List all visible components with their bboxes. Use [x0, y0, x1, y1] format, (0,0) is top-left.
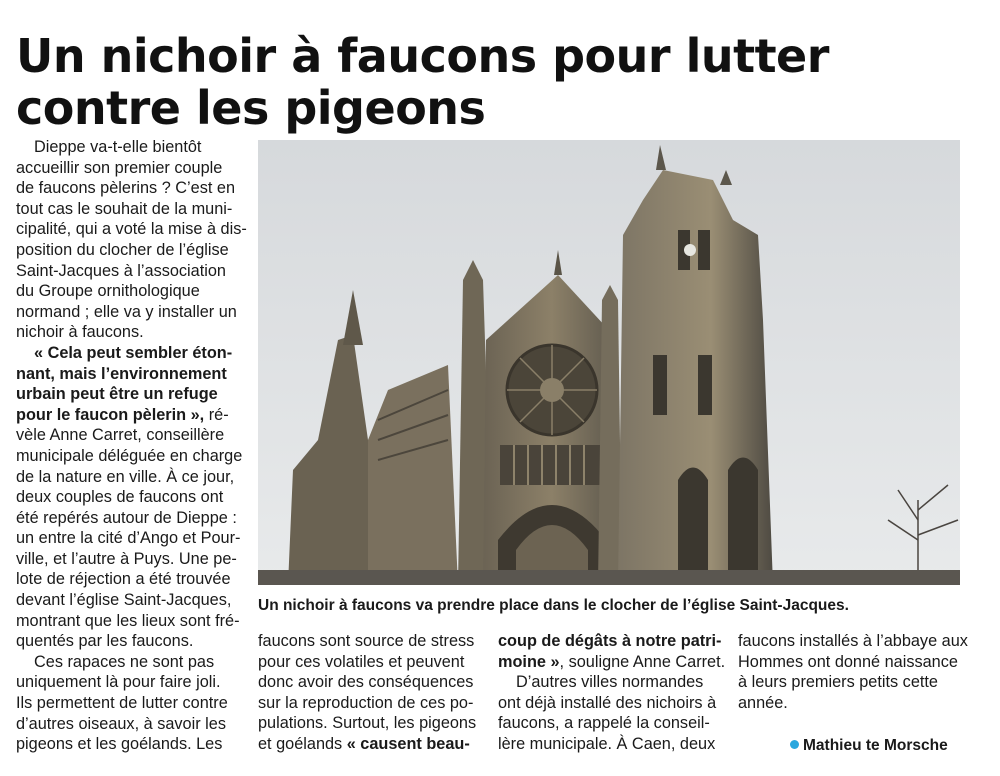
article-line: Hommes ont donné naissance [738, 652, 958, 671]
article-line: lère municipale. À Caen, deux [498, 734, 716, 753]
author-name: Mathieu te Morsche [803, 737, 948, 754]
article-column-3 [498, 631, 726, 755]
article-line: tout cas le souhait de la muni- [16, 199, 233, 218]
article-line: Dieppe va-t-elle bientôt [34, 138, 202, 156]
article-line: pour le faucon pèlerin », ré- [16, 405, 229, 424]
article-line: un entre la cité d’Ango et Pour- [16, 529, 241, 548]
article-line: ont déjà installé des nichoirs à [498, 693, 717, 712]
article-line: normand ; elle va y installer un [16, 302, 237, 321]
article-line: pigeons et les goélands. Les [16, 735, 223, 754]
article-line: pulations. Surtout, les pigeons [258, 714, 477, 733]
article-line: uniquement là pour faire joli. [16, 673, 221, 692]
article-line: pour ces volatiles et peuvent [258, 652, 465, 671]
article-line: lote de réjection a été trouvée [16, 570, 231, 589]
article-line: deux couples de faucons ont [16, 488, 224, 507]
article-line: D’autres villes normandes [516, 673, 704, 692]
photo-caption: Un nichoir à faucons va prendre place dans le clocher de l’église Saint-Jacques. [258, 597, 849, 614]
article-line: de faucons pèlerins ? C’est en [16, 179, 236, 198]
article-line: sur la reproduction de ces po- [258, 693, 474, 712]
church-photo [258, 140, 960, 585]
article-line: d’autres oiseaux, à savoir les [16, 714, 226, 733]
article-line: de la nature en ville. À ce jour, [16, 467, 235, 486]
article-line: faucons installés à l’abbaye aux [738, 632, 968, 650]
article-line: vèle Anne Carret, conseillère [16, 426, 225, 445]
article-line: Ils permettent de lutter contre [16, 694, 228, 713]
article-line: donc avoir des conséquences [258, 673, 474, 692]
article-column-2 [258, 631, 478, 755]
article-line: été repérés autour de Dieppe : [16, 508, 237, 527]
headline: Un nichoir à faucons pour lutter contre les pigeons [16, 29, 829, 135]
article-line: et goélands « causent beau- [258, 734, 470, 753]
article-column-1 [16, 137, 247, 755]
article-line: quentés par les faucons. [16, 632, 194, 651]
article-line: du Groupe ornithologique [16, 282, 200, 301]
article-line: à leurs premiers petits cette [738, 673, 938, 692]
bullet-dot-icon [790, 740, 799, 749]
article-line: accueillir son premier couple [16, 158, 223, 177]
article-line: cipalité, qui a voté la mise à dis- [16, 220, 247, 239]
article-line: moine », souligne Anne Carret. [498, 652, 726, 671]
article-line: nichoir à faucons. [16, 323, 144, 342]
article-line: urbain peut être un refuge [16, 385, 218, 404]
article-column-4 [738, 631, 968, 713]
article-line: municipale déléguée en charge [16, 446, 243, 465]
article-line: ville, et l’autre à Puys. Une pe- [16, 549, 237, 568]
article-line: coup de dégâts à notre patri- [498, 632, 722, 650]
byline [790, 736, 948, 756]
article-line: Ces rapaces ne sont pas [34, 652, 215, 671]
article-line: « Cela peut sembler éton- [34, 343, 233, 362]
article-line: montrant que les lieux sont fré- [16, 611, 240, 630]
article-line: position du clocher de l’église [16, 240, 229, 259]
article-line: faucons, a rappelé la conseil- [498, 714, 710, 733]
article-line: année. [738, 693, 788, 712]
article-line: nant, mais l’environnement [16, 364, 227, 383]
article-line: faucons sont source de stress [258, 632, 475, 650]
article-line: Saint-Jacques à l’association [16, 261, 226, 280]
article-line: devant l’église Saint-Jacques, [16, 591, 232, 610]
church-photo-image [258, 140, 960, 585]
